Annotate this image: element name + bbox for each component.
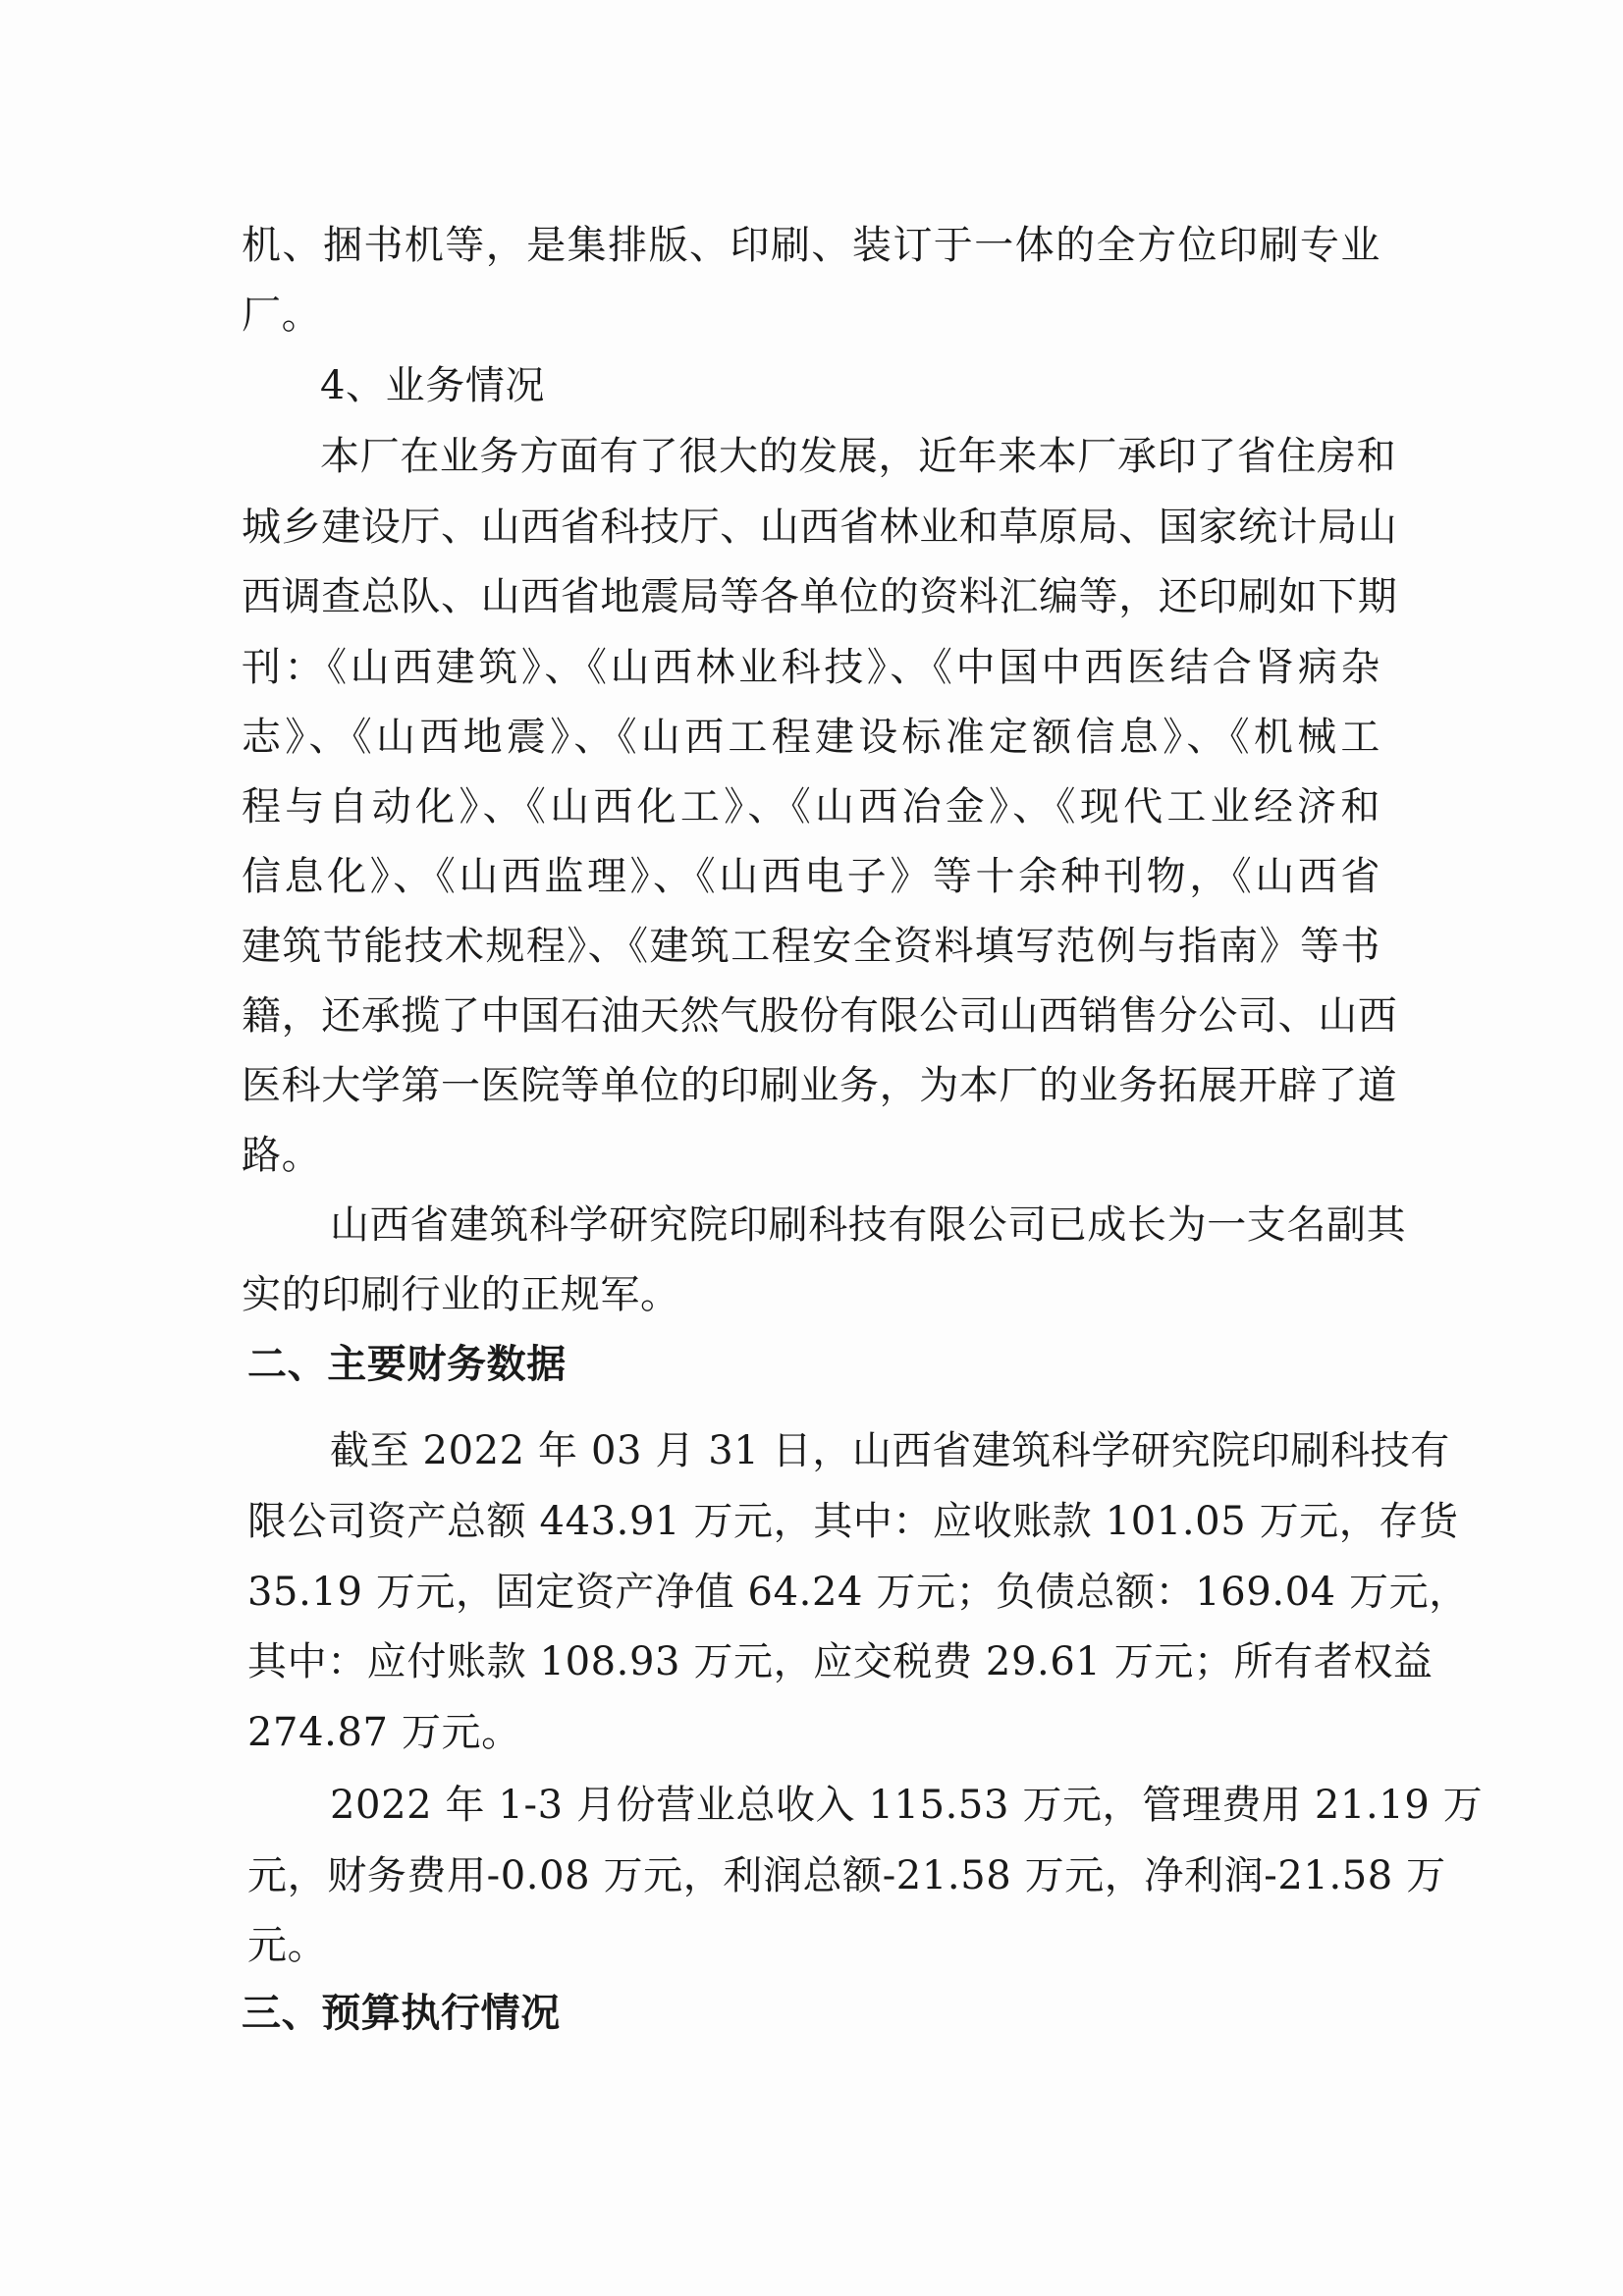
body-text-line: 程与自动化》、《山西化工》、《山西冶金》、《现代工业经济和: [242, 784, 1380, 829]
body-text-line: 元，财务费用-0.08 万元，利润总额-21.58 万元，净利润-21.58 万: [247, 1853, 1446, 1898]
body-text-line: 医科大学第一医院等单位的印刷业务，为本厂的业务拓展开辟了道: [242, 1063, 1398, 1108]
body-text-line: 城乡建设厅、山西省科技厅、山西省林业和草原局、国家统计局山: [242, 505, 1398, 550]
body-text-line: 籍，还承揽了中国石油天然气股份有限公司山西销售分公司、山西: [242, 993, 1398, 1039]
body-text-line: 西调查总队、山西省地震局等各单位的资料汇编等，还印刷如下期: [242, 574, 1398, 619]
body-text-line: 2022 年 1-3 月份营业总收入 115.53 万元，管理费用 21.19 万: [330, 1783, 1484, 1828]
section-heading: 三、预算执行情况: [242, 1990, 561, 2036]
body-text-line: 刊：《山西建筑》、《山西林业科技》、《中国中西医结合肾病杂: [242, 645, 1380, 690]
body-text-line: 截至 2022 年 03 月 31 日，山西省建筑科学研究院印刷科技有: [330, 1428, 1450, 1473]
body-text-line: 信息化》、《山西监理》、《山西电子》等十余种刊物，《山西省: [242, 854, 1380, 899]
subsection-heading: 4、业务情况: [320, 363, 546, 408]
body-text-line: 志》、《山西地震》、《山西工程建设标准定额信息》、《机械工: [242, 715, 1380, 760]
body-text-line: 实的印刷行业的正规军。: [242, 1272, 680, 1317]
body-text-line: 限公司资产总额 443.91 万元，其中：应收账款 101.05 万元，存货: [247, 1499, 1459, 1544]
body-text-line: 建筑节能技术规程》、《建筑工程安全资料填写范例与指南》等书: [242, 924, 1380, 969]
body-text-line: 厂。: [242, 293, 322, 338]
body-text-line: 山西省建筑科学研究院印刷科技有限公司已成长为一支名副其: [330, 1202, 1407, 1248]
body-text-line: 路。: [242, 1133, 322, 1178]
body-text-line: 机、捆书机等，是集排版、印刷、装订于一体的全方位印刷专业: [242, 223, 1380, 268]
body-text-line: 元。: [247, 1923, 328, 1968]
body-text-line: 其中：应付账款 108.93 万元，应交税费 29.61 万元；所有者权益: [247, 1639, 1434, 1684]
body-text-line: 本厂在业务方面有了很大的发展，近年来本厂承印了省住房和: [320, 434, 1397, 479]
body-text-line: 35.19 万元，固定资产净值 64.24 万元；负债总额：169.04 万元，: [247, 1570, 1469, 1615]
body-text-line: 274.87 万元。: [247, 1710, 521, 1755]
section-heading: 二、主要财务数据: [247, 1341, 567, 1387]
